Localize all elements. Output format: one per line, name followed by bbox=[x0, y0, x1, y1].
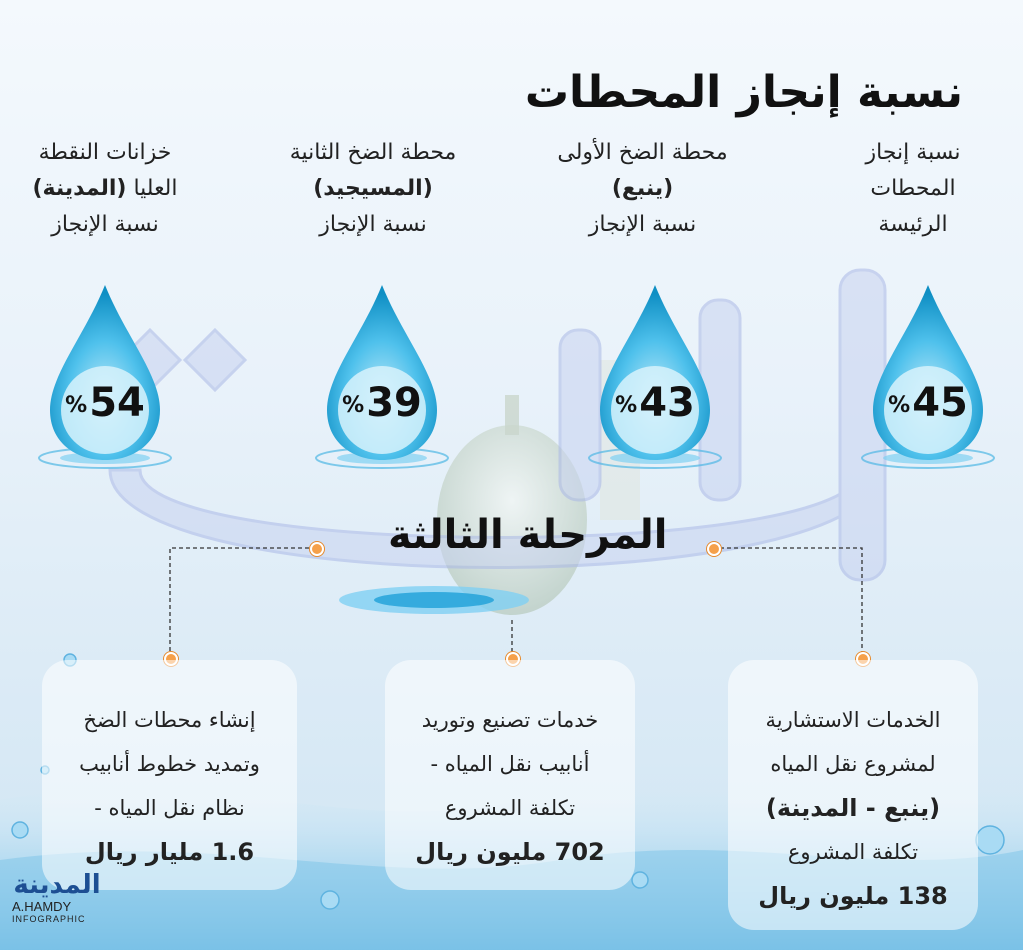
page-title: نسبة إنجاز المحطات bbox=[524, 67, 963, 119]
drop-main-value: 45 bbox=[912, 380, 968, 426]
card-consulting-line1: الخدمات الاستشارية bbox=[765, 708, 941, 732]
card-construction-line1: إنشاء محطات الضخ bbox=[83, 708, 256, 732]
drop-masijid-pct: % bbox=[342, 392, 365, 418]
drop-madinah-value: 54 bbox=[89, 380, 145, 426]
station-madinah-line2a: العليا bbox=[133, 176, 178, 201]
card-manufacturing-cost: 702 مليون ريال bbox=[415, 838, 605, 866]
card-manufacturing-line3: تكلفة المشروع bbox=[444, 796, 576, 820]
connector-dot bbox=[310, 542, 324, 556]
station-label-madinah bbox=[15, 135, 195, 243]
drop-madinah bbox=[35, 280, 175, 480]
station-yanbu-line1: محطة الضخ الأولى bbox=[557, 140, 728, 165]
card-construction-cost: 1.6 مليار ريال bbox=[84, 838, 255, 866]
station-madinah-line2b: (المدينة) bbox=[32, 176, 127, 201]
station-madinah-line3: نسبة الإنجاز bbox=[51, 212, 159, 237]
drop-main bbox=[858, 280, 998, 480]
station-yanbu-line2: (ينبع) bbox=[611, 176, 674, 201]
drop-yanbu bbox=[585, 280, 725, 480]
logo-credit2: INFOGRAPHIC bbox=[12, 914, 86, 924]
station-masijid-line3: نسبة الإنجاز bbox=[319, 212, 427, 237]
card-consulting-cost: 138 مليون ريال bbox=[758, 882, 948, 910]
logo-credit: A.HAMDY bbox=[12, 899, 72, 914]
phase-title: المرحلة الثالثة bbox=[388, 512, 668, 558]
card-construction-line2: وتمديد خطوط أنابيب bbox=[79, 752, 260, 776]
station-label-yanbu bbox=[545, 135, 740, 243]
drop-main-pct: % bbox=[888, 392, 911, 418]
station-main-line1: نسبة إنجاز bbox=[865, 140, 961, 165]
drop-yanbu-value: 43 bbox=[639, 380, 695, 426]
card-consulting bbox=[728, 660, 978, 930]
station-label-main bbox=[853, 135, 973, 243]
logo-brand: المدينة bbox=[13, 870, 101, 900]
drop-masijid bbox=[312, 280, 452, 480]
card-manufacturing bbox=[385, 660, 635, 890]
station-yanbu-line3: نسبة الإنجاز bbox=[588, 212, 697, 237]
card-consulting-line2: لمشروع نقل المياه bbox=[770, 752, 936, 776]
card-construction-line3: نظام نقل المياه - bbox=[94, 796, 245, 820]
brand-logo bbox=[12, 870, 102, 924]
station-label-masijid bbox=[278, 135, 468, 243]
drop-yanbu-pct: % bbox=[615, 392, 638, 418]
station-main-line3: الرئيسة bbox=[878, 212, 948, 237]
card-consulting-line3: (ينبع - المدينة) bbox=[765, 794, 941, 822]
station-madinah-line1: خزانات النقطة bbox=[38, 140, 172, 165]
card-construction bbox=[42, 660, 297, 890]
drop-masijid-value: 39 bbox=[366, 380, 422, 426]
station-masijid-line1: محطة الضخ الثانية bbox=[289, 140, 457, 165]
card-consulting-line4: تكلفة المشروع bbox=[787, 840, 919, 864]
station-masijid-line2: (المسيجيد) bbox=[313, 176, 433, 201]
station-main-line2: المحطات bbox=[870, 176, 956, 201]
card-manufacturing-line1: خدمات تصنيع وتوريد bbox=[421, 708, 599, 732]
connector-dot bbox=[707, 542, 721, 556]
drop-madinah-pct: % bbox=[65, 392, 88, 418]
card-manufacturing-line2: أنابيب نقل المياه - bbox=[430, 752, 590, 776]
